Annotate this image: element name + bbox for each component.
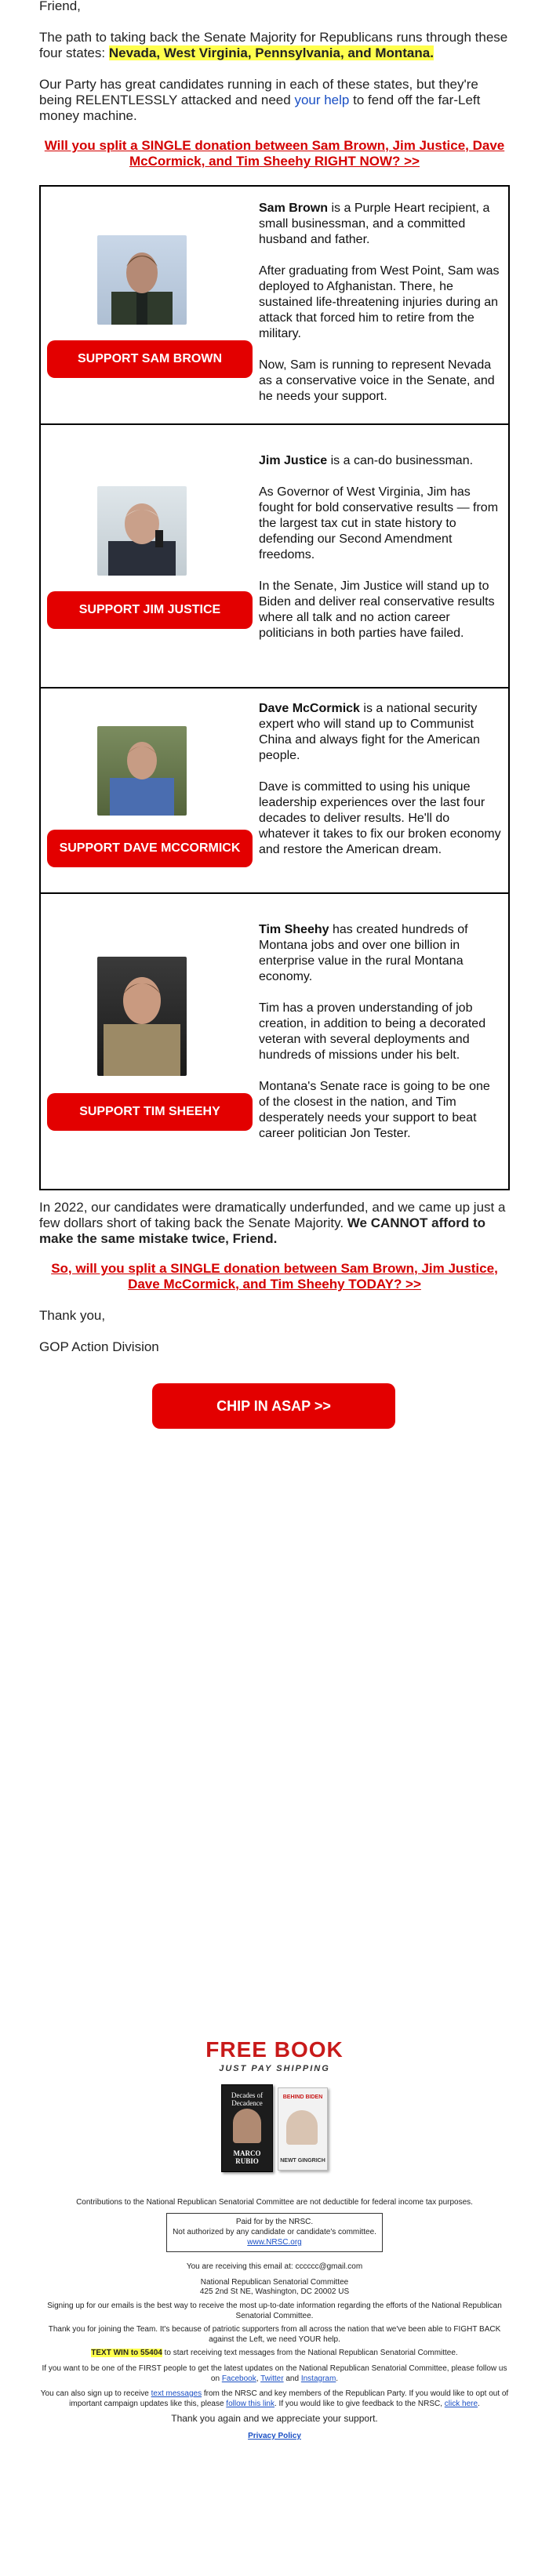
tim-sheehy-photo: [97, 957, 187, 1076]
candidate-description: Sam Brown is a Purple Heart recipient, a small businessman, and a committed husband and father. After graduating from West Point, Sam was deployed to Afghanistan. There, he sustained life-threatening injuries during an attack that forced him to retire from the military. Now, Sam is running to represent Nevada as a conservative voice in the Senate, and he needs your support.: [259, 202, 500, 403]
support-jim-justice-button[interactable]: SUPPORT JIM JUSTICE: [47, 591, 253, 629]
candidate-name: Sam Brown: [259, 202, 329, 215]
twitter-link[interactable]: Twitter: [260, 2374, 284, 2383]
support-sam-brown-button[interactable]: SUPPORT SAM BROWN: [47, 340, 253, 378]
thanks: Thank you,: [39, 1308, 106, 1323]
candidate-row: [41, 425, 508, 689]
candidate-row: [41, 187, 508, 425]
dave-mccormick-photo: [97, 726, 187, 816]
candidate-description: Jim Justice is a can-do businessman. As Governor of West Virginia, Jim has fought for bold conservative results — from the largest tax cut in state history to defending our Second Amendment freedoms. In the Senate, Jim Justice will stand up to Biden and deliver real conservative results where all talk and no action career politicians in both parties have failed.: [259, 454, 499, 640]
greeting: Friend,: [39, 0, 81, 13]
intro-paragraph-2: Our Party has great candidates running in each of these states, but they're being RELENTLESSLY attacked and need your help to fend off the far-Left money machine.: [39, 77, 481, 123]
nrsc-link[interactable]: www.NRSC.org: [247, 2238, 302, 2247]
free-book-subtitle: JUST PAY SHIPPING: [219, 2064, 330, 2073]
outro-paragraph: In 2022, our candidates were dramatically underfunded, and we came up just a few dollars short of taking back the Senate Majority. We CANNOT afford to make the same mistake twice, Friend.: [39, 1200, 506, 1246]
support-tim-sheehy-button[interactable]: SUPPORT TIM SHEEHY: [47, 1093, 253, 1131]
candidate-name: Dave McCormick: [259, 702, 360, 715]
facebook-link[interactable]: Facebook: [221, 2374, 256, 2383]
candidate-row: [41, 689, 508, 894]
candidates-table: [39, 185, 510, 1190]
donation-ask-link-1[interactable]: Will you split a SINGLE donation between Sam Brown, Jim Justice, Dave McCormick, and Tim Sheehy RIGHT NOW? >>: [44, 138, 505, 169]
feedback-link[interactable]: click here: [444, 2400, 478, 2408]
your-help-link[interactable]: your help: [294, 93, 350, 107]
support-dave-mccormick-button[interactable]: SUPPORT DAVE MCCORMICK: [47, 830, 253, 867]
author-portrait: [286, 2110, 318, 2145]
candidate-name: Jim Justice: [259, 454, 328, 467]
opt-out-link[interactable]: follow this link: [226, 2400, 274, 2408]
receiving-email: You are receiving this email at: cccccc@gmail.com: [186, 2262, 363, 2271]
instagram-link[interactable]: Instagram: [300, 2374, 336, 2383]
free-book-title: FREE BOOK: [205, 2037, 344, 2062]
chip-in-button[interactable]: CHIP IN ASAP >>: [152, 1383, 395, 1429]
free-book-image[interactable]: [213, 2080, 339, 2177]
social-note: If you want to be one of the FIRST people to get the latest updates on the National Republican Senatorial Committee, please follow us on Facebook, Twitter and Instagram.: [42, 2364, 507, 2383]
book-cover-rubio: Decades of Decadence MARCO RUBIO: [221, 2084, 273, 2172]
donation-ask-link-2[interactable]: So, will you split a SINGLE donation between Sam Brown, Jim Justice, Dave McCormick, and Tim Sheehy TODAY? >>: [51, 1261, 498, 1292]
paid-for-box: Paid for by the NRSC. Not authorized by any candidate or candidate's committee. www.NRSC.org: [166, 2213, 383, 2252]
contributions-disclaimer: Contributions to the National Republican Senatorial Committee are not deductible for federal income tax purposes.: [76, 2198, 473, 2207]
team-note: Thank you for joining the Team. It's because of patriotic supporters from all across the nation that we've been able to FIGHT BACK against the Left, we need YOUR help.: [48, 2325, 501, 2344]
signup-note: Signing up for our emails is the best way to receive the most up-to-date information regarding the efforts of the National Republican Senatorial Committee.: [47, 2302, 502, 2320]
org-address: 425 2nd St NE, Washington, DC 20002 US: [199, 2287, 350, 2296]
org-name: National Republican Senatorial Committee: [200, 2278, 349, 2287]
text-messages-link[interactable]: text messages: [151, 2389, 202, 2398]
jim-justice-photo: [97, 486, 187, 576]
intro-paragraph-1: The path to taking back the Senate Majority for Republicans runs through these four states: Nevada, West Virginia, Pennsylvania, and Montana.: [39, 30, 508, 60]
candidate-description: Dave McCormick is a national security expert who will stand up to Communist China and always fight for the American people. Dave is committed to using his unique leadership experiences over the last four decades to deliver results. He'll do whatever it takes to fix our broken economy and restore the American dream.: [259, 702, 501, 856]
candidate-name: Tim Sheehy: [259, 923, 329, 936]
candidate-row: [41, 894, 508, 1189]
signature: GOP Action Division: [39, 1339, 159, 1354]
author-portrait: [233, 2109, 261, 2143]
candidate-description: Tim Sheehy has created hundreds of Montana jobs and over one billion in enterprise value in the rural Montana economy. Tim has a proven understanding of job creation, in addition to being a decorated veteran with several deployments and hundreds of missions under his belt. Montana's Senate race is going to be one of the closest in the nation, and Tim desperately needs your support to beat career politician Jon Tester.: [259, 923, 490, 1140]
appreciate-note: Thank you again and we appreciate your support.: [171, 2413, 378, 2424]
privacy-policy-link[interactable]: Privacy Policy: [248, 2432, 301, 2440]
book-cover-gingrich: BEHIND BIDEN NEWT GINGRICH: [278, 2087, 328, 2171]
text-win-note: TEXT WIN to 55404 to start receiving text messages from the National Republican Senatorial Committee.: [91, 2349, 458, 2357]
sam-brown-photo: [97, 235, 187, 325]
highlighted-states: Nevada, West Virginia, Pennsylvania, and Montana.: [108, 45, 434, 60]
text-win-highlight: TEXT WIN to 55404: [91, 2349, 162, 2357]
opt-out-note: You can also sign up to receive text messages from the NRSC and key members of the Republican Party. If you would like to opt out of important campaign updates like this, please follow this link. If you would like to give feedback to the NRSC, click here.: [40, 2389, 509, 2408]
